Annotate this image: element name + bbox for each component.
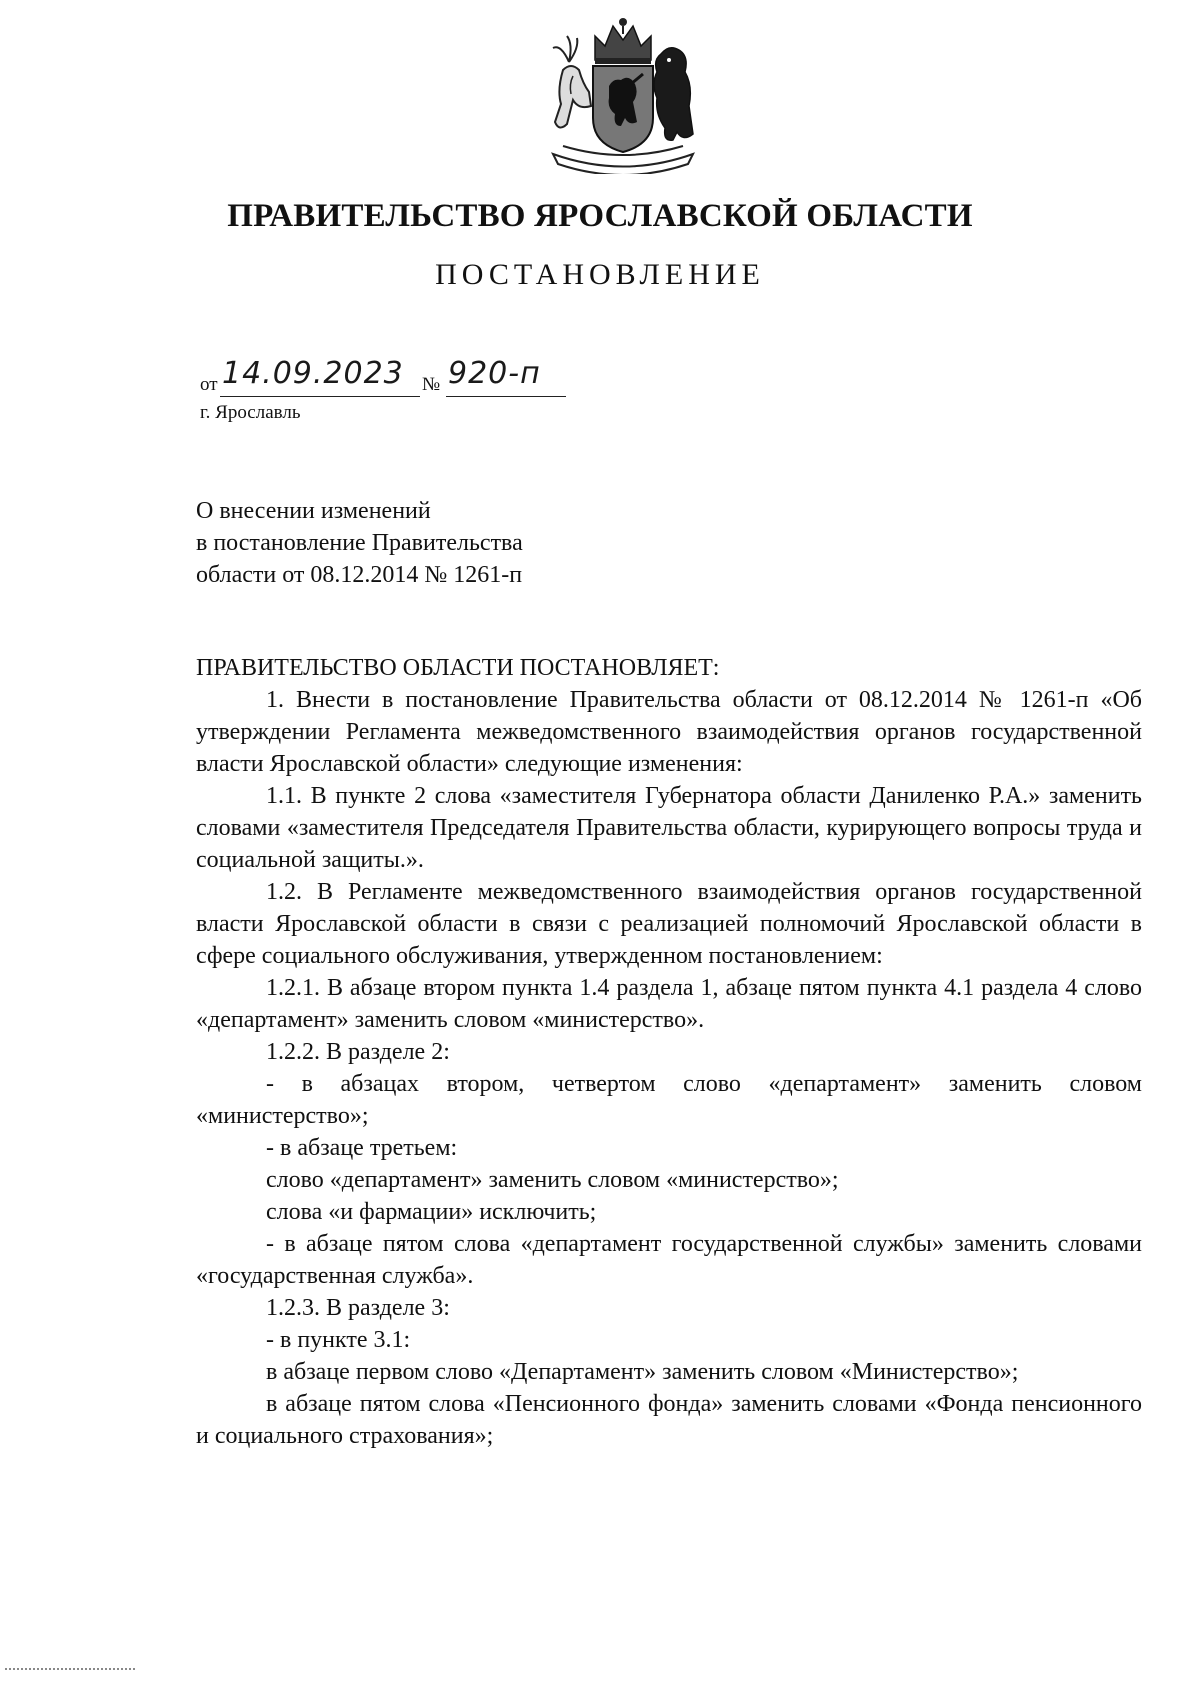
resolves-heading: ПРАВИТЕЛЬСТВО ОБЛАСТИ ПОСТАНОВЛЯЕТ:: [196, 655, 720, 681]
paragraph: в абзаце пятом слова «Пенсионного фонда» заменить словами «Фонда пенсионного и социального страхования»;: [196, 1391, 1142, 1449]
paragraph: слово «департамент» заменить словом «министерство»;: [266, 1167, 839, 1193]
paragraph: 1. Внести в постановление Правительства области от 08.12.2014 № 1261-п «Об утверждении Регламента межведомственного взаимодействия органов государственной власти Ярославской области» следующие изменения:: [196, 687, 1142, 777]
paragraph: 1.2. В Регламенте межведомственного взаимодействия органов государственной власти Ярославской области в связи с реализацией полномочий Ярославской области в сфере социального обслуживания, утвержденном постановлением:: [196, 879, 1142, 969]
date-prefix: от: [200, 374, 218, 395]
subject-line: в постановление Правительства: [196, 530, 523, 556]
government-title: ПРАВИТЕЛЬСТВО ЯРОСЛАВСКОЙ ОБЛАСТИ: [227, 198, 973, 234]
city: г. Ярославль: [200, 402, 301, 423]
document-type: ПОСТАНОВЛЕНИЕ: [435, 258, 765, 291]
paragraph: в абзаце первом слово «Департамент» заменить словом «Министерство»;: [266, 1359, 1019, 1385]
scan-artifact-line: [5, 1668, 135, 1672]
paragraph: 1.2.1. В абзаце втором пункта 1.4 раздела 1, абзаце пятом пункта 4.1 раздела 4 слово «департамент» заменить словом «министерство».: [196, 975, 1142, 1033]
paragraph: слова «и фармации» исключить;: [266, 1199, 597, 1225]
number-prefix: №: [422, 374, 441, 395]
number-underline: [446, 396, 566, 397]
paragraph: 1.1. В пункте 2 слова «заместителя Губернатора области Даниленко Р.А.» заменить словами «заместителя Председателя Правительства области, курирующего вопросы труда и социальной защиты.».: [196, 783, 1142, 873]
paragraph: - в абзаце третьем:: [266, 1135, 458, 1161]
document-date: 14.09.2023: [222, 356, 404, 391]
date-underline: [220, 396, 420, 397]
document-number: 920-п: [448, 356, 541, 391]
document-body: [196, 652, 1142, 1452]
coat-of-arms-icon: [533, 14, 713, 174]
subject-line: области от 08.12.2014 № 1261-п: [196, 562, 523, 588]
paragraph: 1.2.3. В разделе 3:: [266, 1295, 450, 1321]
paragraph: - в абзацах втором, четвертом слово «департамент» заменить словом «министерство»;: [196, 1071, 1142, 1129]
subject-block: [196, 495, 523, 591]
subject-line: О внесении изменений: [196, 498, 431, 524]
paragraph: 1.2.2. В разделе 2:: [266, 1039, 450, 1065]
paragraph: - в абзаце пятом слова «департамент государственной службы» заменить словами «государственная служба».: [196, 1231, 1142, 1289]
paragraph: - в пункте 3.1:: [266, 1327, 411, 1353]
